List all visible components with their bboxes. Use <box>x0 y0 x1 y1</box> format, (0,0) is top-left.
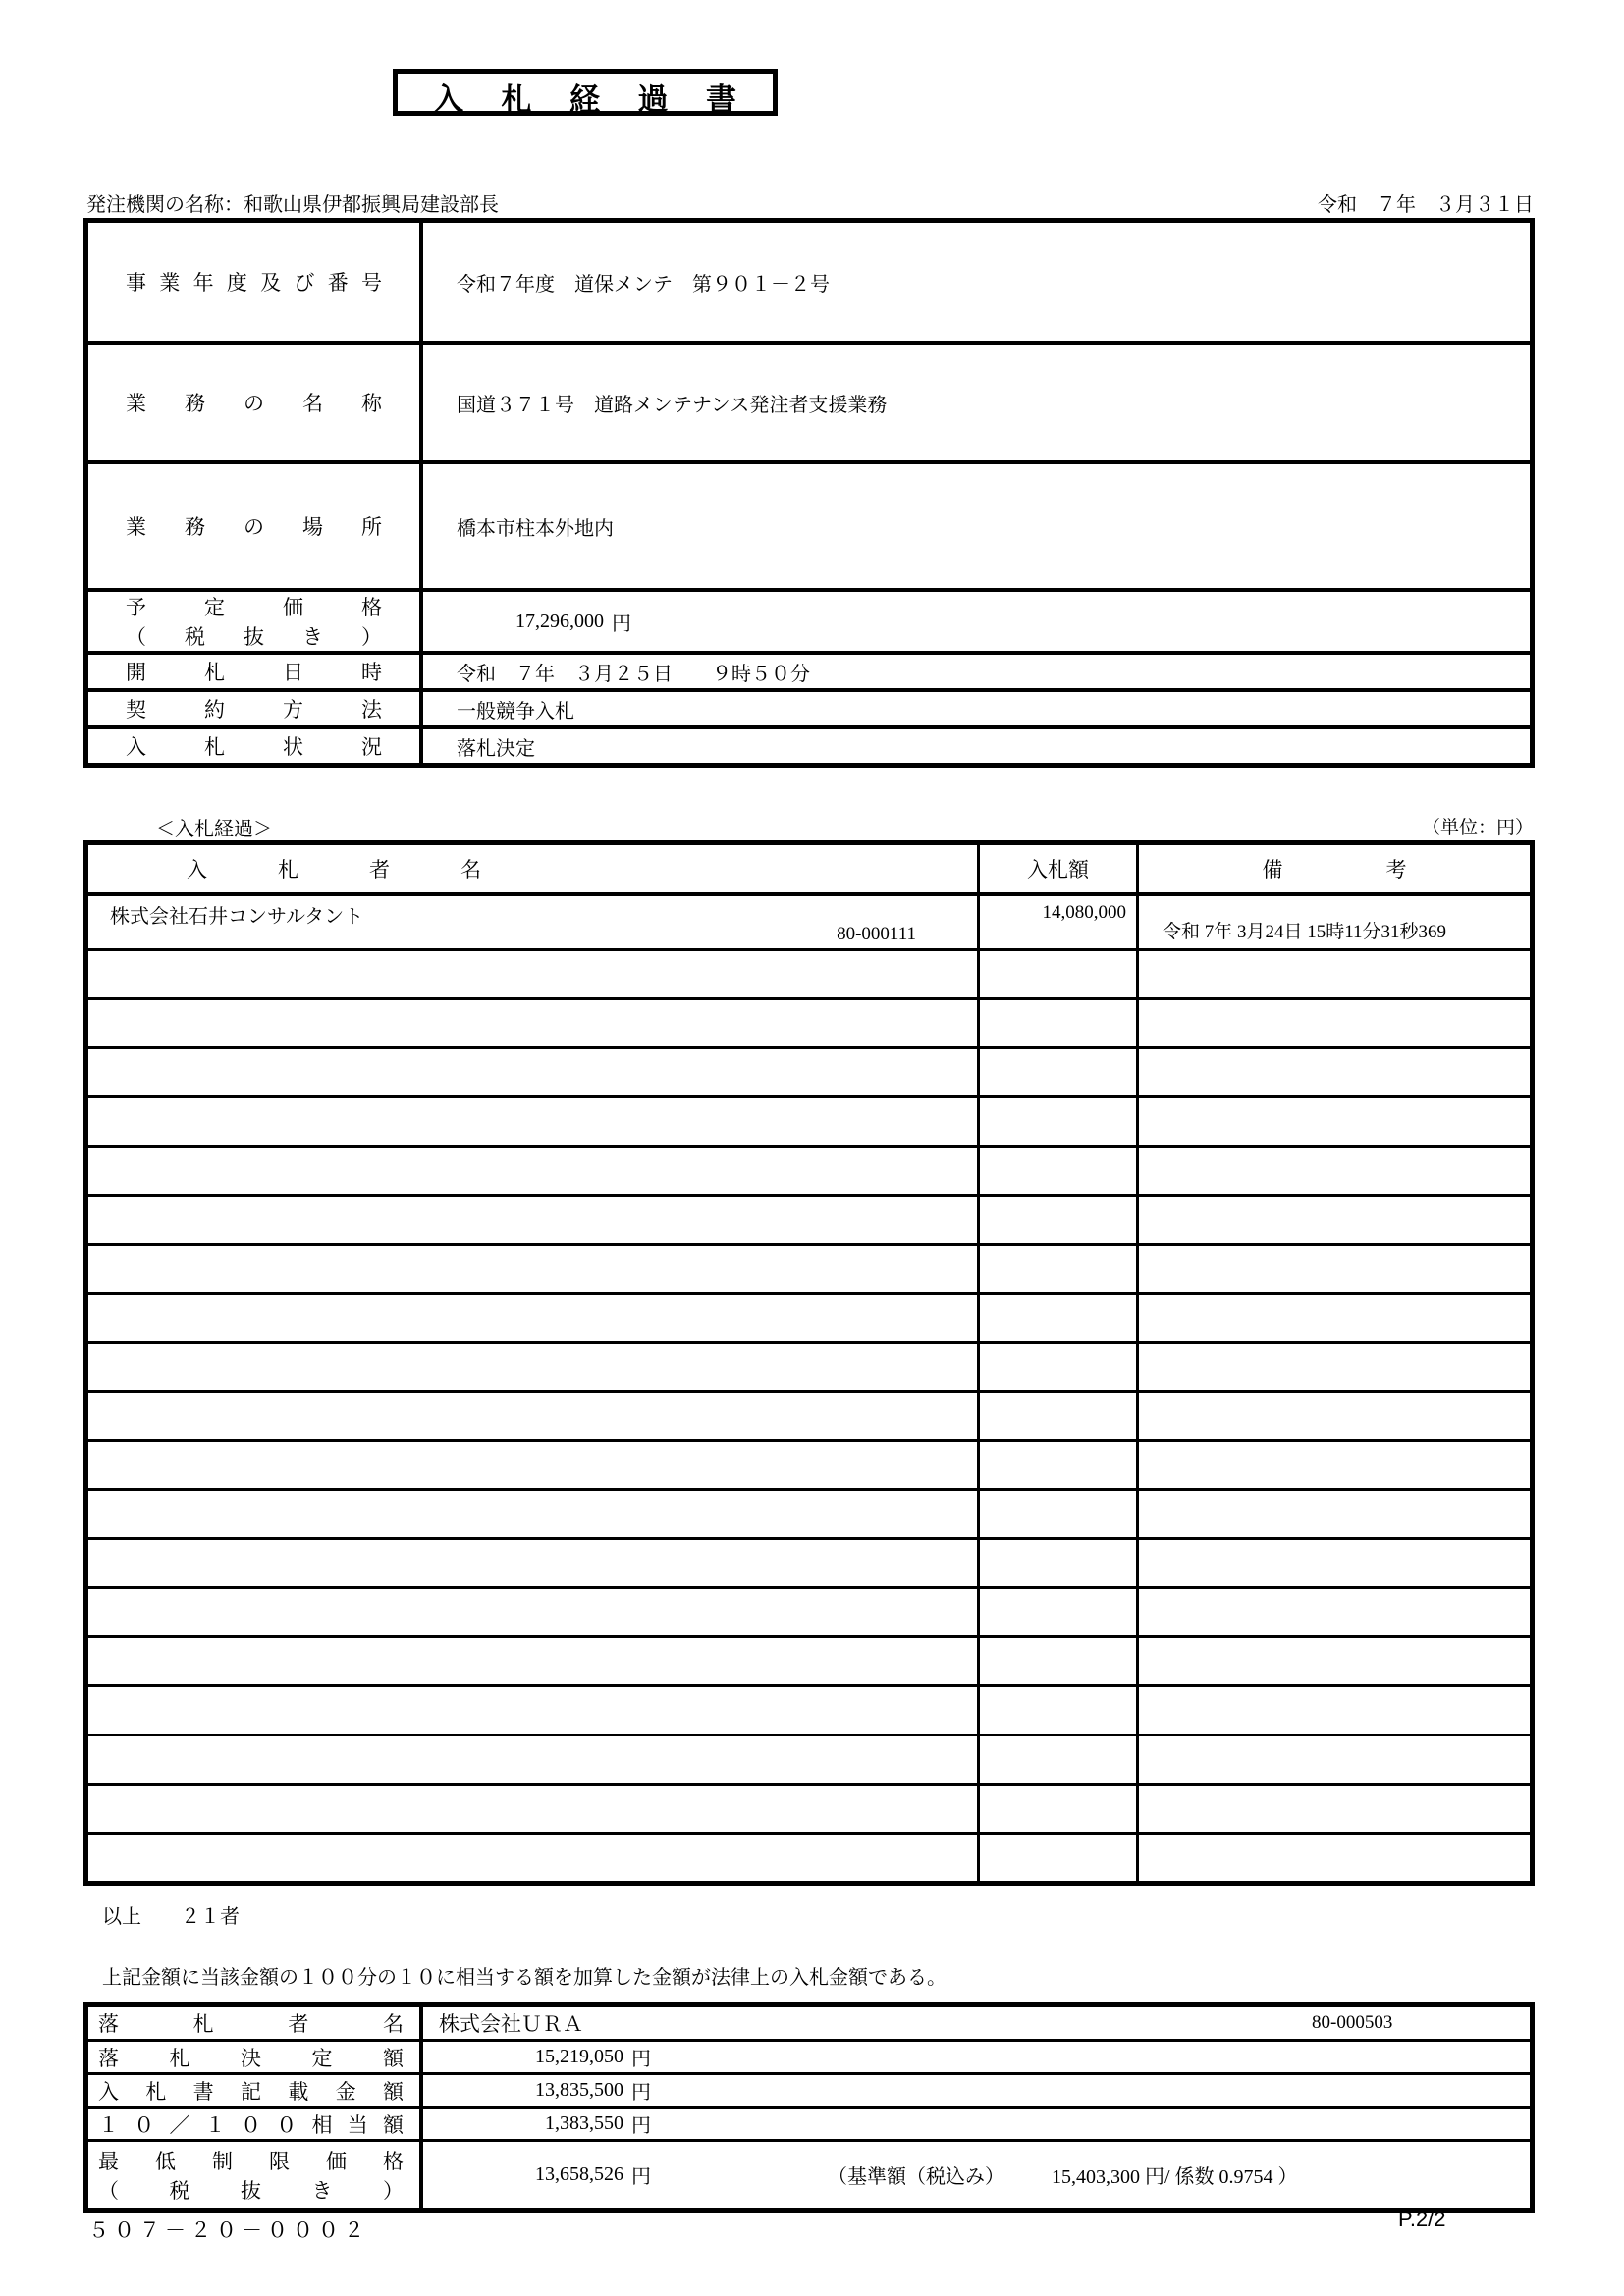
bid-table-header-row <box>88 845 1530 892</box>
info-value: 令和 ７年 ３月２５日 ９時５０分 <box>457 663 810 685</box>
bid-table-empty-row <box>88 1292 1530 1341</box>
bidder-total-note: 以上 ２１者 <box>102 1906 240 1928</box>
info-label-line1: 予 定 価 格 <box>126 596 382 619</box>
info-row-work-location <box>88 460 1530 588</box>
info-value: 落札決定 <box>457 737 535 760</box>
info-row-project-number <box>88 223 1530 341</box>
legal-note: 上記金額に当該金額の１００分の１０に相当する額を加算した金額が法律上の入札金額である。 <box>102 1967 947 1989</box>
bid-table-empty-row <box>88 1537 1530 1586</box>
bid-table-empty-row <box>88 1684 1530 1734</box>
bid-table-empty-row <box>88 1194 1530 1243</box>
column-header-bidder: 入 札 者 名 <box>187 858 481 881</box>
currency-unit: 円 <box>612 613 631 635</box>
info-value: 橋本市柱本外地内 <box>457 517 614 540</box>
currency-unit: 円 <box>631 2115 651 2137</box>
award-row-winner <box>88 2007 1530 2039</box>
currency-unit: 円 <box>631 2166 651 2188</box>
page-number: P.2/2 <box>1398 2207 1446 2231</box>
minimum-price-amount: 13,658,526 <box>535 2163 623 2185</box>
info-value: 一般競争入札 <box>457 700 574 722</box>
award-label: 入 札 書 記 載 金 額 <box>98 2079 404 2104</box>
award-amount: 15,219,050 <box>535 2046 623 2067</box>
award-summary-table <box>83 2002 1535 2213</box>
award-row-bid-written-amount <box>88 2072 1530 2106</box>
currency-unit: 円 <box>631 2049 651 2070</box>
info-label: 開 札 日 時 <box>126 661 382 684</box>
bid-table-empty-row <box>88 1046 1530 1095</box>
winner-name: 株式会社ＵＲＡ <box>439 2012 583 2036</box>
award-amount: 1,383,550 <box>545 2112 623 2134</box>
bid-table-row <box>88 892 1530 948</box>
base-amount-value: 15,403,300 円/ 係数 0.9754 ） <box>1052 2166 1298 2188</box>
info-label: 契 約 方 法 <box>126 698 382 721</box>
bidder-name: 株式会社石井コンサルタント <box>110 906 364 928</box>
info-value: 令和７年度 道保メンテ 第９０１－２号 <box>457 273 830 295</box>
project-info-table <box>83 218 1535 768</box>
info-row-contract-method <box>88 688 1530 725</box>
ordering-agency-name: 発注機関の名称：和歌山県伊都振興局建設部長 <box>86 194 499 216</box>
award-label: １ ０ ／ １ ０ ０ 相 当 額 <box>98 2112 404 2137</box>
award-amount: 13,835,500 <box>535 2079 623 2101</box>
bid-table-empty-row <box>88 1734 1530 1783</box>
document-title-box <box>393 69 778 116</box>
info-value: 国道３７１号 道路メンテナンス発注者支援業務 <box>457 394 888 416</box>
award-label: 落 札 者 名 <box>98 2012 404 2036</box>
document-title: 入 札 経 過 書 <box>433 82 737 117</box>
award-row-minimum-price <box>88 2139 1530 2208</box>
bid-table-empty-row <box>88 1488 1530 1537</box>
award-label-line2: （ 税 抜 き ） <box>98 2178 404 2203</box>
bid-amount: 14,080,000 <box>1042 902 1126 923</box>
award-label-line1: 最 低 制 限 価 格 <box>98 2149 404 2173</box>
bid-table-empty-row <box>88 1145 1530 1194</box>
bid-table-empty-row <box>88 997 1530 1046</box>
bid-table-empty-row <box>88 1439 1530 1488</box>
document-date: 令和 ７年 ３月３１日 <box>1318 194 1534 216</box>
bid-progress-section-title: ＜入札経過＞ <box>155 819 273 840</box>
document-code: ５０７－２０－０００２ <box>88 2218 369 2242</box>
info-label: 事 業 年 度 及 び 番 号 <box>126 271 382 294</box>
currency-unit: 円 <box>631 2082 651 2104</box>
bid-table-empty-row <box>88 1095 1530 1145</box>
award-row-ten-percent <box>88 2106 1530 2139</box>
bid-table-empty-row <box>88 1586 1530 1635</box>
bid-remark-timestamp: 令和 7年 3月24日 15時11分31秒369 <box>1163 922 1447 942</box>
column-header-remark: 備 考 <box>1262 858 1407 881</box>
award-row-decided-amount <box>88 2039 1530 2072</box>
award-label: 落 札 決 定 額 <box>98 2046 404 2070</box>
info-row-bid-status <box>88 725 1530 763</box>
bid-table-empty-row <box>88 1635 1530 1684</box>
bid-table-empty-row <box>88 1390 1530 1439</box>
bid-table-empty-row <box>88 1243 1530 1292</box>
info-row-planned-price <box>88 588 1530 651</box>
bid-table-empty-row <box>88 1341 1530 1390</box>
info-label: 入 札 状 況 <box>126 735 382 759</box>
winner-code: 80-000503 <box>1312 2012 1393 2033</box>
bid-table-empty-row <box>88 1832 1530 1881</box>
bid-table-body <box>88 948 1530 1881</box>
bid-table-empty-row <box>88 1783 1530 1832</box>
planned-price-amount: 17,296,000 <box>515 610 604 632</box>
info-label: 業 務 の 場 所 <box>126 515 382 539</box>
base-amount-label: （基準額（税込み） <box>828 2166 1004 2188</box>
info-label: 業 務 の 名 称 <box>126 392 382 415</box>
unit-note: （単位：円） <box>1421 818 1534 838</box>
bid-progress-table <box>83 840 1535 1886</box>
bid-table-empty-row <box>88 948 1530 997</box>
column-header-amount: 入札額 <box>980 845 1139 892</box>
bidder-code: 80-000111 <box>837 924 916 944</box>
info-label-line2: （ 税 抜 き ） <box>126 625 382 649</box>
info-row-opening-datetime <box>88 651 1530 688</box>
info-row-work-name <box>88 341 1530 460</box>
